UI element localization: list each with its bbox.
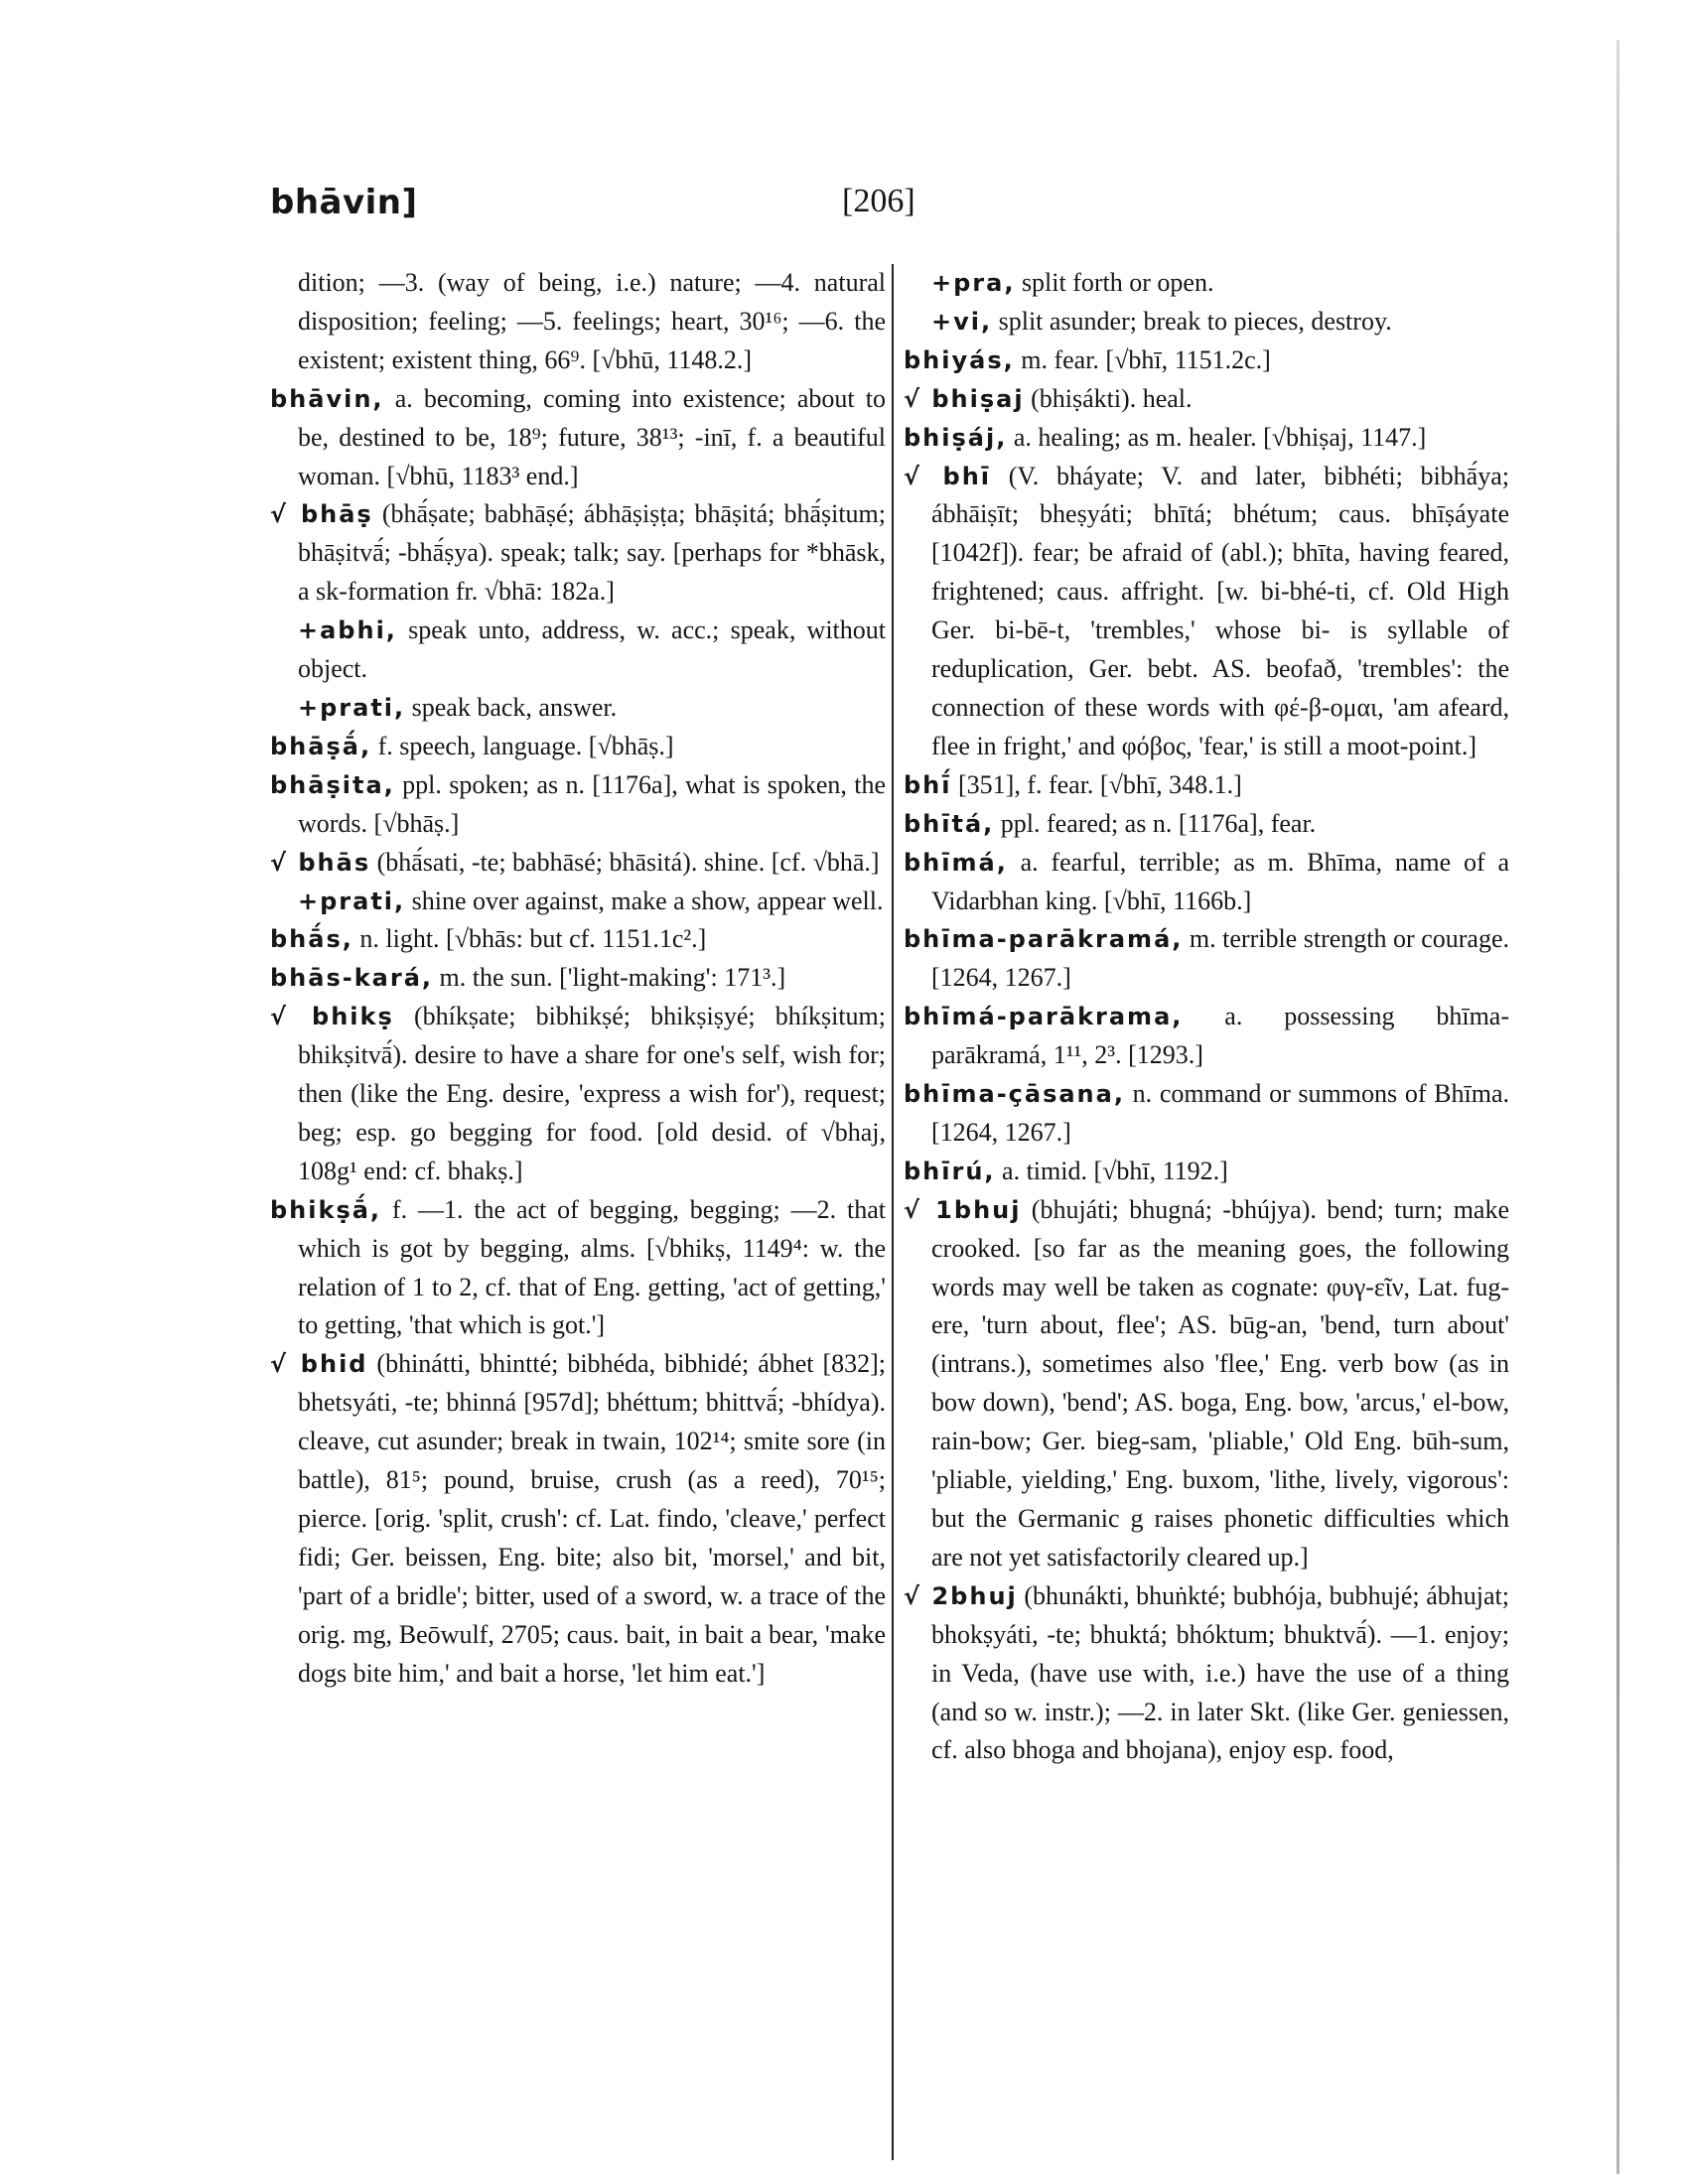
scan-edge-line bbox=[1617, 40, 1619, 2174]
entry-text: n. command or summons of Bhīma. [1264, 1267.] bbox=[931, 1079, 1509, 1147]
entry-headword: √ bhī bbox=[904, 462, 992, 490]
dictionary-entry bbox=[904, 998, 1509, 1075]
dictionary-entry bbox=[904, 341, 1509, 380]
entry-text: speak back, answer. bbox=[405, 692, 618, 722]
column-divider bbox=[892, 264, 894, 2160]
dictionary-entry bbox=[270, 689, 886, 728]
dictionary-entry bbox=[270, 766, 886, 844]
entry-headword: √ bhās bbox=[270, 848, 371, 877]
left-column bbox=[270, 264, 886, 2160]
entry-text: shine over against, make a show, appear well. bbox=[405, 886, 884, 915]
dictionary-entry bbox=[904, 766, 1509, 805]
dictionary-entry bbox=[904, 1577, 1509, 1771]
entry-text: (bhunákti, bhuṅkté; bubhója, bubhujé; ábhujat; bhokṣyáti, -te; bhuktá; bhóktum; bhuktvā́). —1. enjoy; in Veda, (have use with, i.e.) have the use of a thing (and so w. instr.); —2. in later Skt. (like Ger. geniessen, cf. also bhoga and bhojana), enjoy esp. food, bbox=[931, 1580, 1509, 1765]
entry-headword: √ 1bhuj bbox=[904, 1195, 1022, 1224]
entry-text: speak unto, address, w. acc.; speak, without object. bbox=[298, 615, 886, 684]
dictionary-entry bbox=[904, 844, 1509, 921]
entry-text: ppl. spoken; as n. [1176a], what is spoken, the words. [√bhāṣ.] bbox=[298, 769, 886, 838]
dictionary-entry bbox=[270, 883, 886, 921]
entry-text: (bhā́sati, -te; babhāsé; bhāsitá). shine. [cf. √bhā.] bbox=[370, 847, 880, 877]
entry-text: a. timid. [√bhī, 1192.] bbox=[995, 1156, 1228, 1185]
dictionary-entry bbox=[904, 1075, 1509, 1153]
entry-text: a. becoming, coming into existence; about to be, destined to be, 18⁹; future, 38¹³; -inī, f. a beautiful woman. [√bhū, 1183³ end.] bbox=[298, 383, 886, 490]
entry-headword: +pra, bbox=[931, 269, 1016, 297]
dictionary-entry bbox=[904, 380, 1509, 419]
entry-headword: bhāṣita, bbox=[270, 770, 395, 799]
entry-headword: bhāvin, bbox=[270, 384, 384, 413]
entry-headword: bhīma-çāsana, bbox=[904, 1080, 1125, 1109]
entry-headword: √ bhiṣaj bbox=[904, 384, 1025, 413]
dictionary-entry bbox=[270, 998, 886, 1191]
entry-text: ppl. feared; as n. [1176a], fear. bbox=[994, 808, 1317, 838]
dictionary-entry bbox=[904, 458, 1509, 766]
entry-headword: √ bhikṣ bbox=[270, 1003, 394, 1031]
dictionary-entry bbox=[270, 1345, 886, 1693]
dictionary-entry bbox=[270, 1191, 886, 1346]
dictionary-entry bbox=[904, 264, 1509, 303]
entry-text: f. speech, language. [√bhāṣ.] bbox=[371, 731, 674, 760]
entry-headword: bhītá, bbox=[904, 809, 995, 838]
entry-text: n. light. [√bhās: but cf. 1151.1c².] bbox=[352, 924, 707, 954]
right-column bbox=[904, 264, 1509, 2160]
entry-text: [351], f. fear. [√bhī, 348.1.] bbox=[951, 769, 1242, 799]
entry-text: a. fearful, terrible; as m. Bhīma, name of a Vidarbhan king. [√bhī, 1166b.] bbox=[931, 847, 1509, 915]
entry-headword: √ bhāṣ bbox=[270, 500, 373, 529]
entry-headword: √ bhid bbox=[270, 1350, 368, 1379]
entry-headword: +abhi, bbox=[298, 616, 397, 645]
entry-text: m. fear. [√bhī, 1151.2c.] bbox=[1014, 344, 1271, 374]
dictionary-entry bbox=[270, 612, 886, 689]
entry-text: (bhinátti, bhintté; bibhéda, bibhidé; ábhet [832]; bhetsyáti, -te; bhinná [957d]; bhéttum; bhittvā́; -bhídya). cleave, cut asunder; break in twain, 102¹⁴; smite sore (in battle), 81⁵; pound, bruise, crush (as a reed), 70¹⁵; pierce. [orig. 'split, crush': cf. Lat. findo, 'cleave,' perfect fidi; Ger. beissen, Eng. bite; also bit, 'morsel,' and bit, 'part of a bridle'; bitter, used of a sword, w. a trace of the orig. mg, Beōwulf, 2705; caus. bait, in bait a bear, 'make dogs bite him,' and bait a horse, 'let him eat.'] bbox=[298, 1349, 886, 1688]
dictionary-entry bbox=[270, 728, 886, 766]
dictionary-entry bbox=[270, 495, 886, 612]
entry-text: (bhíkṣate; bibhikṣé; bhikṣiṣyé; bhíkṣitum; bhikṣitvā́). desire to have a share for one's self, wish for; then (like the Eng. desire, 'express a wish for'), request; beg; esp. go begging for food. [old desid. of √bhaj, 108g¹ end: cf. bhakṣ.] bbox=[298, 1002, 886, 1185]
entry-text: a. possessing bhīma-parākramá, 1¹¹, 2³. [1293.] bbox=[931, 1002, 1509, 1070]
dictionary-entry bbox=[270, 380, 886, 496]
dictionary-entry bbox=[904, 805, 1509, 844]
entry-text: m. the sun. ['light-making': 171³.] bbox=[433, 963, 786, 993]
entry-text: a. healing; as m. healer. [√bhiṣaj, 1147.] bbox=[1007, 422, 1427, 452]
page-number: [206] bbox=[842, 183, 915, 219]
dictionary-entry bbox=[270, 844, 886, 883]
dictionary-entry bbox=[904, 303, 1509, 341]
entry-headword: +prati, bbox=[298, 887, 406, 915]
entry-headword: bhiṣáj, bbox=[904, 423, 1008, 452]
entry-text: f. —1. the act of begging, begging; —2. that which is got by begging, alms. [√bhikṣ, 1149⁴: w. the relation of 1 to 2, cf. that of Eng. getting, 'act of getting,' to getting, 'that which is got.'] bbox=[298, 1194, 886, 1340]
entry-headword: bhīmá-parākrama, bbox=[904, 1003, 1184, 1031]
entry-headword: bhīmá, bbox=[904, 848, 1008, 877]
entry-headword: +prati, bbox=[298, 693, 406, 722]
entry-text: (bhiṣákti). heal. bbox=[1024, 383, 1193, 413]
entry-text: split asunder; break to pieces, destroy. bbox=[992, 306, 1392, 336]
dictionary-entry bbox=[904, 1191, 1509, 1577]
dictionary-entry bbox=[904, 920, 1509, 998]
dictionary-entry bbox=[270, 264, 886, 380]
entry-headword: √ 2bhuj bbox=[904, 1581, 1018, 1610]
dictionary-entry bbox=[904, 1153, 1509, 1191]
dictionary-entry bbox=[904, 419, 1509, 458]
entry-text: (bhā́ṣate; babhāṣé; ábhāṣiṣṭa; bhāṣitá; bhā́ṣitum; bhāṣitvā́; -bhā́ṣya). speak; talk; say. [perhaps for *bhāsk, a sk-formation fr. √bhā: 182a.] bbox=[298, 499, 886, 607]
entry-headword: bhās-kará, bbox=[270, 964, 434, 993]
entry-headword: bhāṣā́, bbox=[270, 732, 372, 760]
entry-text: dition; —3. (way of being, i.e.) nature; —4. natural disposition; feeling; —5. feelings; heart, 30¹⁶; —6. the existent; existent thing, 66⁹. [√bhū, 1148.2.] bbox=[298, 268, 886, 374]
entry-headword: bhīma-parākramá, bbox=[904, 925, 1184, 954]
entry-text: (bhujáti; bhugná; -bhújya). bend; turn; make crooked. [so far as the meaning goes, the following words may well be taken as cognate: φυγ-εῖν, Lat. fug-ere, 'turn about, flee'; AS. būg-an, 'bend, turn about' (intrans.), sometimes also 'flee,' Eng. verb bow (as in bow down), 'bend'; AS. boga, Eng. bow, 'arcus,' el-bow, rain-bow; Ger. bieg-sam, 'pliable,' Old Eng. būh-sum, 'pliable, yielding,' Eng. buxom, 'lithe, lively, vigorous': but the Germanic g raises phonetic difficulties which are not yet satisfactorily cleared up.] bbox=[931, 1194, 1509, 1571]
entry-text: split forth or open. bbox=[1015, 268, 1214, 297]
dictionary-entry bbox=[270, 920, 886, 959]
entry-text: m. terrible strength or courage. [1264, 1267.] bbox=[931, 924, 1509, 993]
entry-headword: bhīrú, bbox=[904, 1157, 996, 1185]
entry-headword: bhā́s, bbox=[270, 925, 353, 954]
entry-headword: bhikṣā́, bbox=[270, 1195, 382, 1224]
entry-headword: bhiyás, bbox=[904, 345, 1015, 374]
entry-text: (V. bháyate; V. and later, bibhéti; bibhā́ya; ábhāiṣīt; bheṣyáti; bhītá; bhétum; caus. bhīṣáyate [1042f]). fear; be afraid of (abl.); bhīta, having feared, frightened; caus. affright. [w. bi-bhé-ti, cf. Old High Ger. bi-bē-t, 'trembles,' whose bi- is syllable of reduplication, Ger. bebt. AS. beofað, 'trembles': the connection of these words with φέ-β-ομαι, 'am afeard, flee in fright,' and φόβος, 'fear,' is still a moot-point.] bbox=[931, 461, 1509, 760]
entry-headword: bhī́ bbox=[904, 770, 952, 799]
dictionary-entry bbox=[270, 959, 886, 998]
running-head: bhāvin] bbox=[270, 183, 418, 222]
entry-headword: +vi, bbox=[931, 307, 993, 336]
